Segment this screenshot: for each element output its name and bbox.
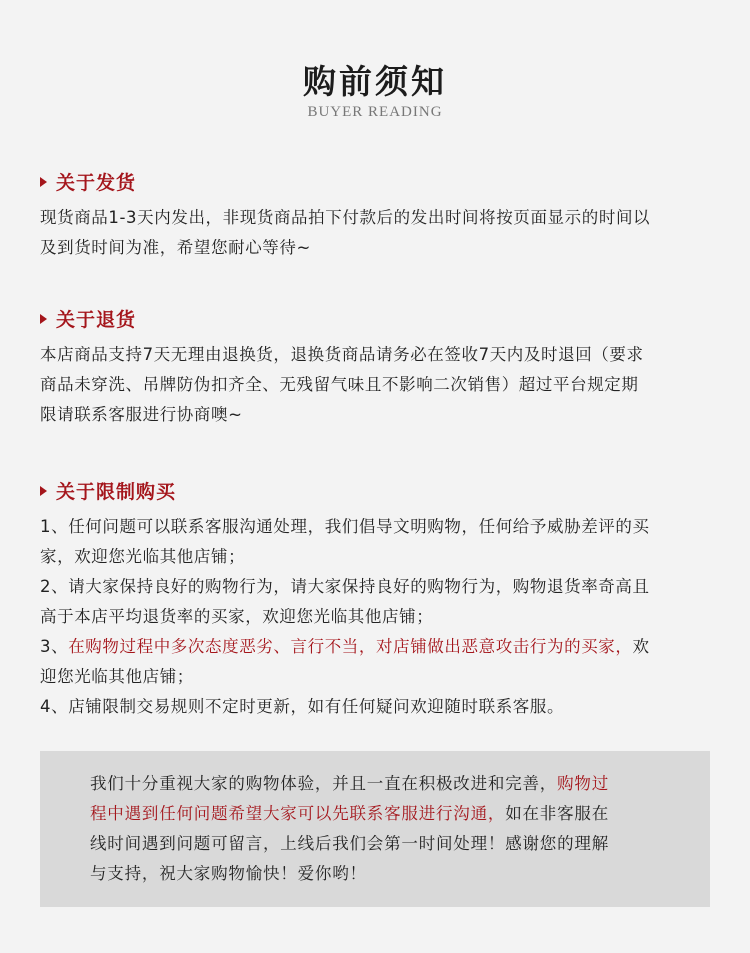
notice-box xyxy=(40,751,710,907)
rule-number: 3、 xyxy=(40,637,69,656)
text-line xyxy=(90,769,670,799)
section-restriction-text xyxy=(40,512,712,722)
text-fragment: 如在非客服在 xyxy=(505,804,610,823)
text-line xyxy=(90,799,670,829)
page-header xyxy=(0,62,750,121)
section-restriction-heading xyxy=(40,477,176,504)
highlighted-text: 程中遇到任何问题希望大家可以先联系客服进行沟通， xyxy=(90,804,506,823)
section-title: 关于发货 xyxy=(56,172,137,194)
text-line: 及到货时间为准，希望您耐心等待~ xyxy=(40,238,311,257)
section-title: 关于退货 xyxy=(56,309,137,331)
highlighted-warning: 在购物过程中多次态度恶劣、言行不当，对店铺做出恶意攻击行为的买家， xyxy=(68,637,633,656)
text-line: 商品未穿洗、吊牌防伪扣齐全、无残留气味且不影响二次销售）超过平台规定期 xyxy=(40,375,639,394)
text-line: 2、请大家保持良好的购物行为，请大家保持良好的购物行为，购物退货率奇高且 xyxy=(40,577,650,596)
text-line: 迎您光临其他店铺； xyxy=(40,667,194,686)
text-line: 与支持，祝大家购物愉快！爱你哟！ xyxy=(90,864,367,883)
triangle-bullet-icon xyxy=(40,486,47,496)
section-returns-text xyxy=(40,340,712,430)
triangle-bullet-icon xyxy=(40,314,47,324)
highlighted-text: 购物过 xyxy=(557,774,610,793)
triangle-bullet-icon xyxy=(40,177,47,187)
text-line: 高于本店平均退货率的买家，欢迎您光临其他店铺； xyxy=(40,607,434,626)
text-line: 线时间遇到问题可留言，上线后我们会第一时间处理！感谢您的理解 xyxy=(90,834,609,853)
page-title: 购前须知 xyxy=(303,62,447,101)
section-shipping-heading xyxy=(40,168,136,195)
text-line: 本店商品支持7天无理由退换货，退换货商品请务必在签收7天内及时退回（要求 xyxy=(40,345,644,364)
notice-text xyxy=(90,769,670,889)
section-returns-heading xyxy=(40,305,136,332)
text-line: 家，欢迎您光临其他店铺； xyxy=(40,547,246,566)
text-fragment: 欢 xyxy=(632,637,650,656)
text-line: 限请联系客服进行协商噢~ xyxy=(40,405,243,424)
text-fragment: 我们十分重视大家的购物体验，并且一直在积极改进和完善， xyxy=(90,774,558,793)
page-subtitle: BUYER READING xyxy=(307,104,443,120)
section-shipping-text xyxy=(40,203,712,263)
text-line xyxy=(40,632,712,662)
text-line: 现货商品1-3天内发出，非现货商品拍下付款后的发出时间将按页面显示的时间以 xyxy=(40,208,651,227)
text-line: 1、任何问题可以联系客服沟通处理，我们倡导文明购物，任何给予威胁差评的买 xyxy=(40,517,650,536)
text-line: 4、店铺限制交易规则不定时更新，如有任何疑问欢迎随时联系客服。 xyxy=(40,697,565,716)
section-title: 关于限制购买 xyxy=(56,481,177,503)
